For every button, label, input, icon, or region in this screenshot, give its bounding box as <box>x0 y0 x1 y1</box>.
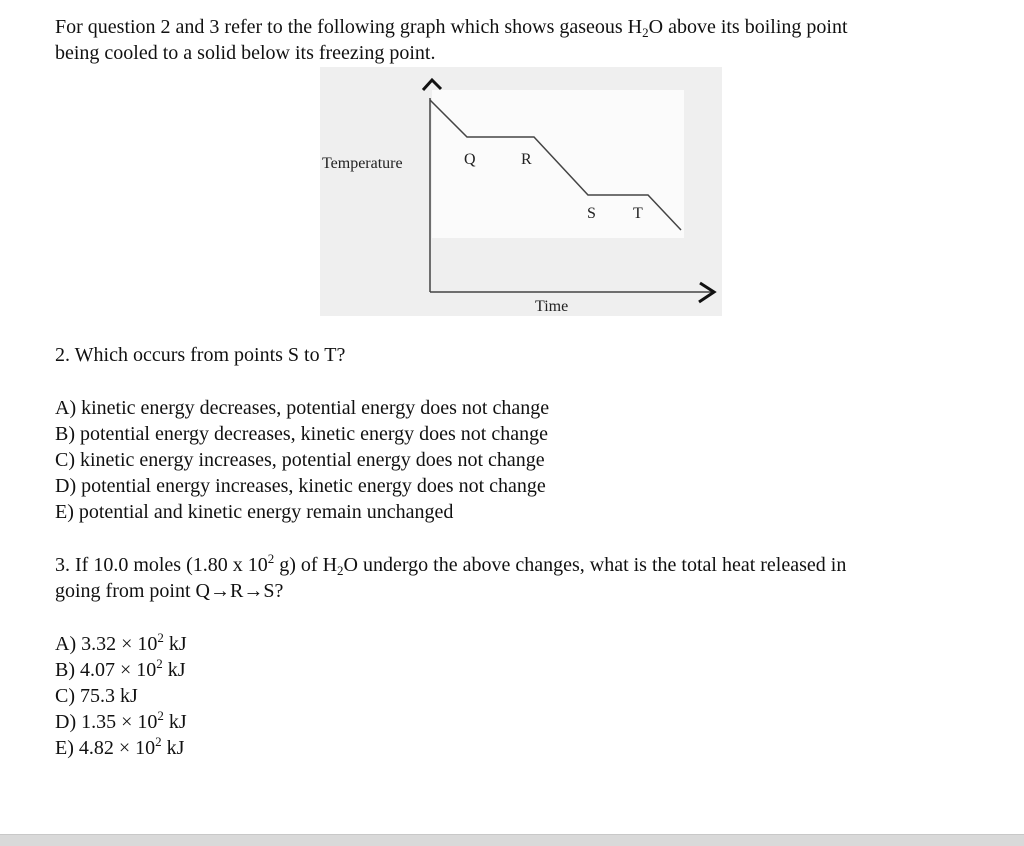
superscript: 2 <box>157 708 164 723</box>
superscript: 2 <box>267 551 275 566</box>
cooling-curve-svg <box>320 67 722 316</box>
subscript: 2 <box>642 25 649 40</box>
intro-line-2: being cooled to a solid below its freezing point. <box>55 42 436 64</box>
superscript: 2 <box>155 734 162 749</box>
intro-text: O above its boiling point <box>648 16 848 38</box>
q2-option-d: D) potential energy increases, kinetic energy does not change <box>55 475 546 497</box>
option-text: B) 4.07 × 10 <box>55 659 157 681</box>
superscript: 2 <box>157 630 164 645</box>
q2-option-c: C) kinetic energy increases, potential energy does not change <box>55 449 545 471</box>
point-label-s: S <box>587 205 596 222</box>
option-unit: kJ <box>163 633 187 655</box>
subscript: 2 <box>337 563 344 578</box>
q3-text: O undergo the above changes, what is the total heat released in <box>343 554 847 576</box>
option-text: D) 1.35 × 10 <box>55 711 158 733</box>
option-unit: kJ <box>161 737 185 759</box>
q3-text: 3. If 10.0 moles (1.80 x 10 <box>55 554 268 576</box>
option-unit: kJ <box>162 659 186 681</box>
intro-text: For question 2 and 3 refer to the following graph which shows gaseous H <box>55 16 643 38</box>
q2-option-e: E) potential and kinetic energy remain unchanged <box>55 501 454 523</box>
y-axis-label: Temperature <box>322 155 403 172</box>
intro-line-1 <box>55 14 848 40</box>
q2-option-a: A) kinetic energy decreases, potential energy does not change <box>55 397 550 419</box>
point-label-t: T <box>633 205 643 222</box>
x-axis-label: Time <box>535 298 569 315</box>
q3-option-b <box>55 657 186 683</box>
superscript: 2 <box>156 656 163 671</box>
q3-text: g) of H <box>274 554 338 576</box>
y-axis-arrow-icon <box>423 80 441 90</box>
point-label-q: Q <box>464 151 476 168</box>
question-2: 2. Which occurs from points S to T? <box>55 344 346 366</box>
point-label-r: R <box>521 151 532 168</box>
q3-option-a <box>55 631 187 657</box>
question-3-line-2: going from point Q→R→S? <box>55 580 284 602</box>
bottom-scrollbar-track[interactable] <box>0 834 1024 846</box>
option-text: C) 75.3 kJ <box>55 685 138 707</box>
question-3-line-1 <box>55 552 846 578</box>
q2-option-b: B) potential energy decreases, kinetic energy does not change <box>55 423 548 445</box>
q3-option-c <box>55 683 138 709</box>
cooling-curve-graph <box>320 67 722 316</box>
q3-option-d <box>55 709 187 735</box>
option-text: A) 3.32 × 10 <box>55 633 158 655</box>
option-unit: kJ <box>163 711 187 733</box>
q3-option-e <box>55 735 184 761</box>
option-text: E) 4.82 × 10 <box>55 737 156 759</box>
